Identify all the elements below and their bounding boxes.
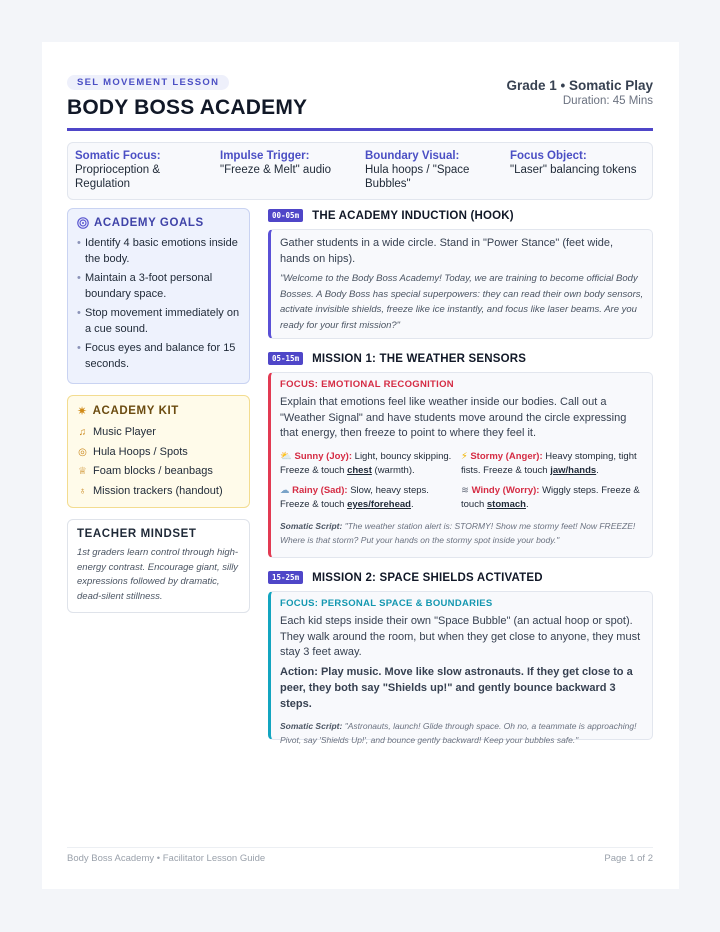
teacher-mindset-card — [67, 519, 250, 613]
section-script: "Welcome to the Body Boss Academy! Today, we are training to become official Body Bosses. A Body Boss has special superpowers: they can read their own body sensors, activate invisible shields, freeze like ice instantly, and focus like laser beams. Are you ready for your first mission?" — [280, 273, 644, 331]
academy-goals-card — [67, 208, 250, 384]
focus-summary — [67, 142, 653, 200]
weather-suffix: . — [596, 464, 599, 476]
body-location: stomach — [486, 498, 526, 510]
sidebar — [67, 208, 250, 624]
header-meta — [506, 78, 653, 107]
mission2-section-body — [268, 591, 653, 745]
mission2-section-header — [268, 570, 653, 585]
trophy-icon: ♕ — [78, 466, 87, 477]
hook-section-body — [268, 229, 653, 339]
mindset-text: 1st graders learn control through high-energy contrast. Encourage giant, silly expressions followed by dramatic, dead-silent stillness. — [77, 547, 239, 602]
focus-object — [510, 150, 650, 177]
script-label: Somatic Script: — [280, 720, 343, 731]
focus-tag: FOCUS: EMOTIONAL RECOGNITION — [280, 379, 454, 390]
kit-item-label: Hula Hoops / Spots — [93, 445, 188, 458]
page-content — [67, 72, 653, 745]
kit-item — [77, 462, 240, 482]
weather-stormy — [461, 450, 642, 478]
circle-icon: ◎ — [78, 446, 87, 458]
time-badge: 05-15m — [268, 352, 303, 365]
weather-desc: Light, bouncy skipping. Freeze & touch — [280, 450, 452, 476]
header-divider — [67, 128, 653, 131]
focus-label: Impulse Trigger: — [220, 150, 310, 162]
tornado-icon: ≋ — [461, 484, 469, 496]
time-badge: 15-25m — [268, 571, 303, 584]
lesson-type-badge: SEL MOVEMENT LESSON — [67, 75, 229, 90]
weather-sunny — [280, 450, 461, 478]
body-location: jaw/hands — [550, 464, 597, 476]
script-text: "The weather station alert is: STORMY! Show me stormy feet! Now FREEZE! Where is that storm? Put your hands on the stormy spot inside your body." — [280, 520, 636, 545]
weather-name: Stormy (Anger): — [470, 450, 543, 462]
goal-item: • Focus eyes and balance for 15 seconds. — [77, 341, 240, 372]
focus-value: Proprioception & Regulation — [75, 164, 161, 190]
focus-impulse — [220, 150, 360, 177]
weather-suffix: . — [525, 498, 529, 510]
weather-suffix: (warmth). — [371, 464, 415, 476]
footer-title: Body Boss Academy • Facilitator Lesson Guide — [67, 853, 266, 864]
rain-cloud-icon: ☁ — [280, 484, 290, 496]
script-text: "Astronauts, launch! Glide through space. Oh no, a teammate is approaching! Pivot, say 'Shields Up!', and bounce gently backward! Keep your bubbles safe." — [280, 720, 637, 745]
page-title: BODY BOSS ACADEMY — [67, 96, 308, 119]
weather-windy — [461, 484, 642, 512]
lesson-sections — [268, 208, 653, 745]
mission1-section-body — [268, 372, 653, 558]
focus-label: Focus Object: — [510, 150, 587, 162]
page-header — [67, 72, 653, 127]
goals-title-text: ACADEMY GOALS — [94, 217, 204, 229]
kit-item — [77, 482, 240, 502]
duration-label: Duration: 45 Mins — [562, 95, 653, 107]
music-note-icon: ♫ — [78, 427, 87, 438]
body-location: chest — [347, 464, 372, 476]
time-badge: 00-05m — [268, 209, 303, 222]
weather-signals — [280, 450, 644, 512]
section-instructions: Explain that emotions feel like weather inside our bodies. Call out a "Weather Signal" and have students move around the circle expressing that energy, then freeze to point to where they feel it. — [280, 396, 627, 439]
kit-item — [77, 443, 240, 463]
section-title: MISSION 1: THE WEATHER SENSORS — [312, 352, 527, 365]
page-number: Page 1 of 2 — [604, 853, 653, 864]
medal-icon: ♁ — [78, 485, 87, 497]
kit-item-label: Foam blocks / beanbags — [93, 465, 213, 477]
sparkle-icon: ✷ — [77, 404, 88, 418]
focus-boundary — [365, 150, 485, 191]
goal-item: • Identify 4 basic emotions inside the body. — [77, 236, 240, 267]
weather-rainy — [280, 484, 461, 512]
kit-item — [77, 423, 240, 443]
weather-suffix: . — [410, 498, 414, 510]
kit-title — [77, 404, 240, 418]
action-instructions: Action: Play music. Move like slow astronauts. If they get close to a peer, they both say "Shields up!" and gently bounce backward 3 steps. — [280, 665, 633, 710]
focus-label: Boundary Visual: — [365, 150, 460, 162]
weather-desc: Slow, heavy steps. Freeze & touch — [280, 484, 429, 510]
focus-value: "Freeze & Melt" audio — [220, 164, 332, 176]
weather-name: Rainy (Sad): — [292, 484, 348, 496]
section-title: THE ACADEMY INDUCTION (HOOK) — [312, 209, 514, 222]
focus-somatic — [75, 150, 215, 191]
lesson-page — [42, 42, 679, 889]
page-footer — [67, 847, 653, 864]
focus-value: "Laser" balancing tokens — [510, 164, 637, 176]
weather-desc: Heavy stomping, tight fists. Freeze & touch — [461, 450, 637, 476]
somatic-script — [280, 719, 644, 748]
focus-value: Hula hoops / "Space Bubbles" — [365, 164, 470, 190]
kit-item-label: Mission trackers (handout) — [93, 484, 223, 497]
target-icon — [77, 217, 89, 229]
section-title: MISSION 2: SPACE SHIELDS ACTIVATED — [312, 571, 543, 584]
goals-list — [77, 236, 240, 372]
kit-list — [77, 423, 240, 501]
body-location: eyes/forehead — [347, 498, 411, 510]
sun-cloud-icon: ⛅ — [280, 450, 292, 462]
focus-tag: FOCUS: PERSONAL SPACE & BOUNDARIES — [280, 598, 493, 609]
section-instructions: Each kid steps inside their own "Space Bubble" (an actual hoop or spot). They walk around the room, but when they get close to anyone, they must stay 3 feet away. — [280, 615, 641, 658]
goals-title — [77, 217, 240, 229]
weather-name: Windy (Worry): — [471, 484, 540, 496]
grade-label: Grade 1 • Somatic Play — [506, 78, 653, 93]
script-label: Somatic Script: — [280, 520, 343, 531]
mission1-section-header — [268, 351, 653, 366]
kit-title-text: ACADEMY KIT — [92, 405, 179, 417]
focus-label: Somatic Focus: — [75, 150, 161, 162]
kit-item-label: Music Player — [93, 426, 156, 438]
weather-desc: Wiggly steps. Freeze & touch — [461, 484, 640, 510]
section-instructions: Gather students in a wide circle. Stand in "Power Stance" (feet wide, hands on hips). — [280, 237, 614, 265]
mindset-title: TEACHER MINDSET — [77, 528, 197, 540]
academy-kit-card — [67, 395, 250, 508]
lightning-icon: ⚡ — [461, 450, 468, 462]
goal-item: • Maintain a 3-foot personal boundary space. — [77, 271, 240, 302]
goal-item: • Stop movement immediately on a cue sound. — [77, 306, 240, 337]
hook-section-header — [268, 208, 653, 223]
somatic-script — [280, 519, 644, 548]
weather-name: Sunny (Joy): — [294, 450, 353, 462]
